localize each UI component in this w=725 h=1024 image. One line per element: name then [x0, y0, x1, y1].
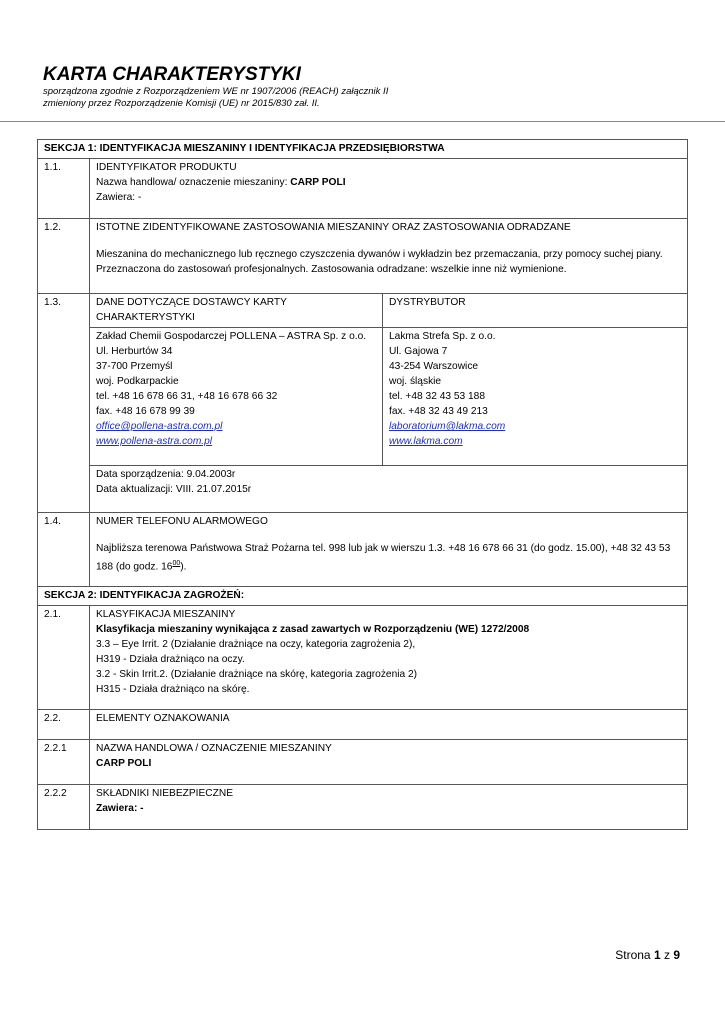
updated-date: Data aktualizacji: VIII. 21.07.2015r	[96, 484, 252, 495]
product-identifier-heading: IDENTYFIKATOR PRODUKTU	[96, 162, 237, 173]
row-number: 1.1.	[38, 159, 90, 219]
hazardous-components-value: Zawiera: -	[96, 803, 144, 814]
document-subtitle-2: zmieniony przez Rozporządzenie Komisji (UE) nr 2015/830 zał. II.	[43, 98, 320, 109]
trade-name-label: Nazwa handlowa/ oznaczenie mieszaniny:	[96, 177, 291, 188]
label-elements-heading: ELEMENTY OZNAKOWANIA	[90, 710, 688, 740]
supplier-tel: tel. +48 16 678 66 31, +48 16 678 66 32	[96, 391, 278, 402]
row-2-2	[38, 710, 688, 740]
row-1-4	[38, 513, 688, 587]
trade-name-value: CARP POLI	[290, 177, 346, 188]
distributor-contact-cell	[383, 328, 688, 466]
section-2-header-row	[38, 587, 688, 606]
supplier-city: 37-700 Przemyśl	[96, 361, 173, 372]
distributor-email-link[interactable]: laboratorium@lakma.com	[389, 421, 506, 432]
classification-cell	[90, 606, 688, 710]
row-2-1	[38, 606, 688, 710]
row-number: 1.2.	[38, 219, 90, 294]
classification-line: 3.2 - Skin Irrit.2. (Działanie drażniące na skórę, kategoria zagrożenia 2)	[96, 669, 418, 680]
distributor-website-link[interactable]: www.lakma.com	[389, 436, 463, 447]
distributor-tel: tel. +48 32 43 53 188	[389, 391, 486, 402]
row-1-1	[38, 159, 688, 219]
row-number: 2.1.	[38, 606, 90, 710]
document-header	[43, 64, 683, 110]
superscript-minutes: 00	[172, 560, 181, 567]
trade-name-value-2: CARP POLI	[96, 758, 152, 769]
classification-regulation: Klasyfikacja mieszaniny wynikająca z zasad zawartych w Rozporządzeniu (WE) 1272/2008	[96, 624, 530, 635]
page-number: Strona 1 z 9	[615, 948, 680, 962]
supplier-name: Zakład Chemii Gospodarczej POLLENA – ASTRA Sp. z o.o.	[96, 331, 367, 342]
row-number: 2.2.2	[38, 785, 90, 830]
supplier-website-link[interactable]: www.pollena-astra.com.pl	[96, 436, 213, 447]
trade-name-line	[96, 175, 682, 190]
emergency-text: Najbliższa terenowa Państwowa Straż Pożarna tel. 998 lub jak w wierszu 1.3. +48 16 678 66 31 (do godz. 15.00), +48 32 43 53 188 (do godz. $16^{00}$).	[96, 543, 671, 573]
row-1-2	[38, 219, 688, 294]
distributor-heading: DYSTRYBUTOR	[383, 294, 688, 328]
emergency-heading: NUMER TELEFONU ALARMOWEGO	[96, 516, 268, 527]
row-1-3-dates	[38, 466, 688, 513]
section-1-title: SEKCJA 1: IDENTYFIKACJA MIESZANINY I IDENTYFIKACJA PRZEDSIĘBIORSTWA	[38, 140, 688, 159]
hazardous-components-heading: SKŁADNIKI NIEBEZPIECZNE	[96, 788, 233, 799]
section-2-title: SEKCJA 2: IDENTYFIKACJA ZAGROŻEŃ:	[38, 587, 688, 606]
document-subtitle-1: sporządzona zgodnie z Rozporządzeniem WE nr 1907/2006 (REACH) załącznik II	[43, 86, 389, 97]
supplier-fax: fax. +48 16 678 99 39	[96, 406, 195, 417]
distributor-name: Lakma Strefa Sp. z o.o.	[389, 331, 496, 342]
row-number: 2.2.	[38, 710, 90, 740]
row-1-3-head	[38, 294, 688, 328]
row-2-2-2	[38, 785, 688, 830]
supplier-email-link[interactable]: office@pollena-astra.com.pl	[96, 421, 223, 432]
supplier-street: Ul. Herburtów 34	[96, 346, 173, 357]
distributor-city: 43-254 Warszowice	[389, 361, 479, 372]
contains-line: Zawiera: -	[96, 192, 142, 203]
classification-line: H315 - Działa drażniąco na skórę.	[96, 684, 250, 695]
dates-cell	[90, 466, 688, 513]
row-1-3-contacts	[38, 328, 688, 466]
row-2-2-1	[38, 740, 688, 785]
section-1-header-row	[38, 140, 688, 159]
hazardous-components-cell	[90, 785, 688, 830]
safety-data-sheet-table	[37, 139, 688, 830]
emergency-cell	[90, 513, 688, 587]
uses-cell	[90, 219, 688, 294]
classification-line: H319 - Działa drażniąco na oczy.	[96, 654, 245, 665]
distributor-street: Ul. Gajowa 7	[389, 346, 448, 357]
uses-text: Mieszanina do mechanicznego lub ręcznego czyszczenia dywanów i wykładzin bez przemaczania, przy pomocy suchej piany. Przeznaczona do zastosowań profesjonalnych. Zastosowania odradzane: wszelkie inne niż wymienione.	[96, 249, 663, 275]
row-number: 2.2.1	[38, 740, 90, 785]
trade-name-heading: NAZWA HANDLOWA / OZNACZENIE MIESZANINY	[96, 743, 332, 754]
distributor-region: woj. śląskie	[389, 376, 442, 387]
row-number: 1.4.	[38, 513, 90, 587]
classification-heading: KLASYFIKACJA MIESZANINY	[96, 609, 236, 620]
trade-name-cell	[90, 740, 688, 785]
total-pages: 9	[673, 948, 680, 962]
row-number: 1.3.	[38, 294, 90, 513]
product-identifier-cell	[90, 159, 688, 219]
header-divider	[0, 121, 725, 122]
prepared-date: Data sporządzenia: 9.04.2003r	[96, 469, 236, 480]
supplier-region: woj. Podkarpackie	[96, 376, 179, 387]
current-page: 1	[653, 948, 661, 962]
uses-heading: ISTOTNE ZIDENTYFIKOWANE ZASTOSOWANIA MIESZANINY ORAZ ZASTOSOWANIA ODRADZANE	[96, 222, 571, 233]
distributor-fax: fax. +48 32 43 49 213	[389, 406, 488, 417]
supplier-contact-cell	[90, 328, 383, 466]
classification-line: 3.3 – Eye Irrit. 2 (Działanie drażniące na oczy, kategoria zagrożenia 2),	[96, 639, 416, 650]
supplier-heading: DANE DOTYCZĄCE DOSTAWCY KARTY CHARAKTERYSTYKI	[90, 294, 383, 328]
document-title: KARTA CHARAKTERYSTYKI	[43, 64, 301, 85]
